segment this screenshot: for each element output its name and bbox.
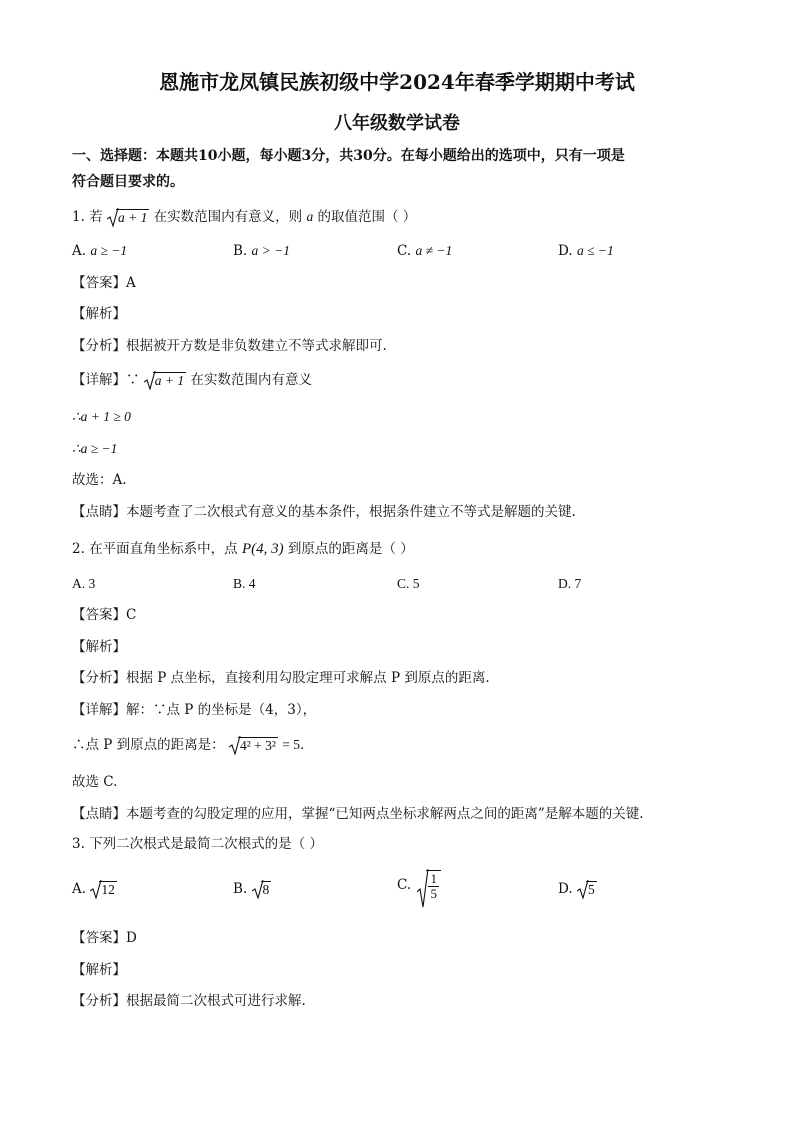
q3-option-a: A. 12 xyxy=(72,881,115,898)
q1-sqrt xyxy=(107,209,149,226)
q2-option-c: C. 5 xyxy=(397,576,420,591)
q2-step-dot: . xyxy=(299,737,305,754)
q3-option-c-sqrt xyxy=(417,870,441,900)
q2-option-b: B. 4 xyxy=(233,576,256,591)
q1-step1: ∴a + 1 ≥ 0 xyxy=(72,409,131,424)
q3-option-d: D. 5 xyxy=(558,881,595,898)
q1-analysis: 【分析】根据被开方数是非负数建立不等式求解即可. xyxy=(72,338,387,354)
q3-option-b: B. 8 xyxy=(233,881,270,898)
q3-stem: 3. 下列二次根式是最简二次根式的是（ ） xyxy=(72,836,323,852)
q2-step-result: = 5 xyxy=(282,737,300,753)
q2-option-a: A. 3 xyxy=(72,576,96,591)
q2-analysis-heading: 【解析】 xyxy=(72,639,126,655)
q2-step-radicand: 4² + 3² xyxy=(239,738,276,753)
q1-text-after: 在实数范围内有意义，则 xyxy=(153,209,303,226)
q3-option-c-fraction: $\frac{1}{5}$ xyxy=(430,871,437,901)
q1-detail-suffix: 在实数范围内有意义 xyxy=(190,372,312,389)
q1-detail-sqrt xyxy=(144,372,186,389)
section-heading-line1: 一、选择题：本题共10小题，每小题3分，共30分。在每小题给出的选项中，只有一项是 xyxy=(72,148,625,164)
q1-detail-prefix: 【详解】∵ xyxy=(72,372,140,389)
q1-comment: 【点睛】本题考查了二次根式有意义的基本条件，根据条件建立不等式是解题的关键. xyxy=(72,504,576,520)
q1-option-c: C. a ≠ −1 xyxy=(397,243,453,259)
q1-option-b: B. a > −1 xyxy=(233,243,290,259)
q1-radicand: a + 1 xyxy=(117,210,148,225)
q2-point: P(4, 3) xyxy=(241,541,284,557)
q2-stem-prefix: 2. 在平面直角坐标系中，点 xyxy=(72,541,238,557)
q3-option-d-sqrt: 5 xyxy=(577,881,597,898)
q1-number: 1. 若 xyxy=(72,209,103,226)
q1-variable: a xyxy=(306,209,314,225)
q3-option-b-sqrt: 8 xyxy=(252,881,272,898)
q2-detail: 【详解】解：∵点 P 的坐标是（4，3）， xyxy=(72,702,317,718)
q2-stem xyxy=(72,540,414,558)
q1-stem xyxy=(72,209,416,226)
q2-analysis: 【分析】根据 P 点坐标，直接利用勾股定理可求解点 P 到原点的距离. xyxy=(72,670,490,686)
q1-detail xyxy=(72,372,312,389)
q1-analysis-heading: 【解析】 xyxy=(72,306,126,322)
q3-analysis: 【分析】根据最简二次根式可进行求解. xyxy=(72,993,306,1009)
q3-option-c: C. $\frac{1}{5}$ xyxy=(397,870,441,900)
exam-subtitle: 八年级数学试卷 xyxy=(334,113,460,134)
exam-title: 恩施市龙凤镇民族初级中学2024年春季学期期中考试 xyxy=(159,70,635,94)
q1-detail-radicand: a + 1 xyxy=(154,373,185,388)
q2-choose: 故选 C. xyxy=(72,774,118,790)
q1-option-d: D. a ≤ −1 xyxy=(558,243,614,259)
q1-text-end: 的取值范围（ ） xyxy=(317,209,417,226)
q2-stem-suffix: 到原点的距离是（ ） xyxy=(287,541,414,557)
q2-option-d: D. 7 xyxy=(558,576,582,591)
q2-step-prefix: ∴点 P 到原点的距离是： xyxy=(72,737,225,754)
q2-step-sqrt xyxy=(229,737,278,754)
q1-step2: ∴a ≥ −1 xyxy=(72,441,118,456)
q3-option-a-sqrt: 12 xyxy=(90,881,117,898)
q2-step xyxy=(72,737,304,754)
q2-comment: 【点睛】本题考查的勾股定理的应用，掌握“已知两点坐标求解两点之间的距离”是解本题的关键. xyxy=(72,806,644,822)
section-heading-line2: 符合题目要求的。 xyxy=(72,174,184,190)
q2-answer: 【答案】C xyxy=(72,607,137,623)
q1-choose: 故选：A. xyxy=(72,472,127,488)
q3-analysis-heading: 【解析】 xyxy=(72,962,126,978)
q1-answer: 【答案】A xyxy=(72,275,136,291)
q3-answer: 【答案】D xyxy=(72,930,137,946)
q1-option-a: A. a ≥ −1 xyxy=(72,243,128,259)
